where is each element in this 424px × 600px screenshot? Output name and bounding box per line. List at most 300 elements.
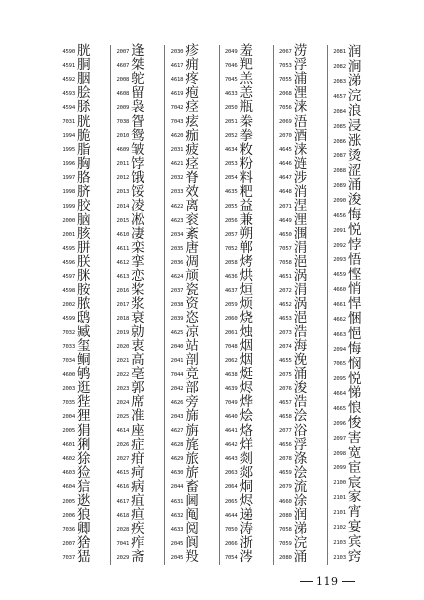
entry-characters: 涉 bbox=[293, 169, 307, 186]
entry-number: 2043 bbox=[170, 414, 184, 421]
entry-number: 7038 bbox=[116, 119, 130, 126]
entry-characters: 席 bbox=[131, 394, 145, 411]
entry-characters: 浸 bbox=[347, 117, 361, 134]
entry-number: 4639 bbox=[224, 386, 238, 393]
entry-number: 2019 bbox=[116, 329, 130, 336]
entry-characters: 涠 bbox=[293, 225, 307, 242]
entry-number: 2101 bbox=[333, 510, 346, 517]
entry-characters: 痉 bbox=[185, 155, 199, 172]
table-row bbox=[328, 327, 381, 342]
table-row bbox=[328, 535, 381, 550]
entry-characters: 羞 bbox=[239, 43, 253, 60]
entry-characters: 朔 bbox=[239, 225, 253, 242]
entry-characters: 悖 bbox=[347, 236, 361, 253]
entry-number: 4616 bbox=[116, 484, 130, 491]
entry-characters: 恋 bbox=[131, 268, 145, 285]
entry-characters: 悃 bbox=[347, 311, 361, 328]
entry-characters: 衰 bbox=[131, 310, 145, 327]
entry-number: 4633 bbox=[224, 91, 238, 98]
entry-number: 2065 bbox=[224, 498, 238, 505]
entry-characters: 涝 bbox=[293, 43, 307, 60]
entry-number: 2038 bbox=[170, 301, 184, 308]
entry-number: 2028 bbox=[116, 526, 130, 533]
entry-characters: 玺 bbox=[77, 338, 90, 355]
table-column bbox=[164, 45, 218, 565]
entry-characters: 涓 bbox=[293, 282, 307, 299]
entry-characters: 浬 bbox=[293, 211, 307, 228]
entry-number: 2044 bbox=[170, 484, 184, 491]
entry-characters: 浴 bbox=[293, 422, 307, 439]
entry-number: 4659 bbox=[333, 272, 346, 279]
entry-characters: 疹 bbox=[185, 43, 199, 60]
entry-number: 4665 bbox=[333, 406, 346, 413]
entry-number: 4657 bbox=[333, 94, 346, 100]
entry-number: 2029 bbox=[116, 554, 130, 561]
entry-characters: 羖 bbox=[185, 548, 199, 565]
entry-number: 4629 bbox=[170, 456, 184, 463]
entry-number: 2041 bbox=[170, 358, 184, 365]
entry-number: 2054 bbox=[224, 175, 238, 182]
entry-characters: 悒 bbox=[347, 326, 361, 342]
entry-characters: 浩 bbox=[293, 324, 307, 341]
entry-characters: 递 bbox=[239, 506, 253, 523]
entry-characters: 胭 bbox=[77, 71, 90, 88]
entry-number: 2016 bbox=[116, 287, 130, 294]
entry-number: 4658 bbox=[279, 414, 292, 421]
entry-characters: 害 bbox=[347, 430, 361, 447]
entry-characters: 浯 bbox=[293, 113, 307, 130]
entry-characters: 畜 bbox=[185, 478, 199, 495]
entry-number: 2004 bbox=[62, 414, 75, 421]
entry-number: 2040 bbox=[170, 344, 184, 350]
entry-number: 2058 bbox=[224, 259, 238, 266]
entry-number: 2050 bbox=[224, 105, 238, 112]
entry-characters: 宴 bbox=[347, 519, 361, 536]
entry-characters: 胼 bbox=[77, 239, 90, 256]
entry-characters: 家 bbox=[347, 489, 361, 506]
table-row bbox=[328, 238, 381, 253]
entry-number: 2088 bbox=[333, 168, 346, 175]
entry-number: 7033 bbox=[62, 344, 75, 350]
entry-characters: 涩 bbox=[347, 162, 361, 179]
entry-number: 4609 bbox=[116, 147, 130, 154]
entry-number: 2000 bbox=[62, 217, 75, 224]
entry-characters: 竞 bbox=[185, 366, 199, 383]
entry-characters: 脎 bbox=[77, 99, 90, 116]
entry-number: 4634 bbox=[224, 147, 238, 154]
entry-number: 2100 bbox=[333, 480, 346, 487]
entry-number: 1997 bbox=[62, 175, 75, 182]
entry-characters: 瓶 bbox=[239, 99, 253, 116]
entry-number: 4645 bbox=[279, 147, 292, 154]
entry-number: 2090 bbox=[333, 198, 346, 205]
entry-number: 4647 bbox=[279, 175, 292, 182]
entry-characters: 消 bbox=[293, 183, 307, 200]
entry-number: 2068 bbox=[279, 91, 292, 98]
entry-characters: 烟 bbox=[239, 338, 253, 355]
entry-number: 7034 bbox=[62, 358, 75, 365]
entry-number: 2057 bbox=[224, 231, 238, 238]
entry-number: 2086 bbox=[333, 138, 346, 145]
entry-number: 2009 bbox=[116, 105, 130, 112]
entry-number: 2037 bbox=[170, 287, 184, 294]
entry-number: 2099 bbox=[333, 465, 346, 472]
entry-characters: 皱 bbox=[131, 141, 145, 158]
entry-number: 2032 bbox=[170, 175, 184, 182]
entry-characters: 脒 bbox=[77, 268, 90, 285]
entry-characters: 眢 bbox=[131, 113, 145, 130]
entry-number: 2003 bbox=[62, 386, 75, 393]
table-row bbox=[328, 342, 381, 357]
entry-number: 2001 bbox=[62, 231, 75, 238]
entry-characters: 烘 bbox=[239, 268, 253, 285]
entry-characters: 悔 bbox=[347, 207, 361, 224]
entry-number: 2077 bbox=[279, 428, 292, 435]
entry-characters: 宸 bbox=[347, 474, 361, 491]
entry-number: 4636 bbox=[224, 273, 238, 280]
entry-characters: 浍 bbox=[293, 464, 307, 481]
entry-characters: 悔 bbox=[347, 340, 361, 357]
entry-characters: 浬 bbox=[293, 85, 307, 102]
entry-characters: 饽 bbox=[131, 155, 145, 172]
table-column bbox=[219, 45, 273, 565]
entry-characters: 涕 bbox=[293, 520, 307, 537]
entry-characters: 浍 bbox=[293, 408, 307, 425]
entry-characters: 鸱 bbox=[77, 310, 90, 327]
entry-number: 4604 bbox=[62, 484, 75, 491]
entry-number: 4622 bbox=[170, 203, 184, 210]
entry-characters: 唐 bbox=[185, 239, 199, 256]
entry-characters: 窍 bbox=[347, 548, 361, 565]
entry-characters: 涛 bbox=[239, 520, 253, 537]
table-row bbox=[220, 548, 273, 565]
entry-number: 2087 bbox=[333, 153, 346, 160]
entry-characters: 袅 bbox=[131, 99, 145, 116]
entry-number: 4607 bbox=[116, 63, 130, 70]
entry-characters: 脍 bbox=[77, 85, 90, 102]
entry-characters: 胱 bbox=[77, 43, 90, 60]
entry-characters: 资 bbox=[185, 296, 199, 313]
entry-number: 7058 bbox=[279, 526, 292, 533]
entry-characters: 胳 bbox=[77, 169, 90, 186]
entry-characters: 剖 bbox=[185, 352, 199, 369]
entry-characters: 料 bbox=[239, 169, 253, 186]
entry-number: 7055 bbox=[279, 77, 292, 84]
entry-characters: 症 bbox=[131, 436, 145, 453]
entry-number: 4602 bbox=[62, 456, 75, 463]
entry-characters: 栾 bbox=[131, 239, 145, 256]
entry-number: 2012 bbox=[116, 175, 130, 182]
entry-number: 2020 bbox=[116, 344, 130, 350]
table-row bbox=[328, 550, 381, 565]
entry-characters: 涤 bbox=[293, 450, 307, 467]
entry-characters: 猞 bbox=[77, 534, 90, 551]
entry-number: 7052 bbox=[224, 245, 238, 252]
entry-characters: 痂 bbox=[185, 127, 199, 144]
entry-number: 7035 bbox=[62, 400, 75, 407]
entry-number: 2093 bbox=[333, 257, 346, 264]
entry-characters: 烔 bbox=[239, 478, 253, 495]
table-row bbox=[328, 149, 381, 164]
table-row bbox=[328, 223, 381, 238]
entry-number: 2017 bbox=[116, 301, 130, 308]
entry-characters: 涓 bbox=[293, 239, 307, 256]
table-row bbox=[328, 446, 381, 461]
entry-characters: 高 bbox=[131, 352, 145, 369]
entry-number: 2015 bbox=[116, 217, 130, 224]
entry-number: 2007 bbox=[116, 49, 130, 56]
entry-number: 7058 bbox=[279, 259, 292, 266]
entry-characters: 脓 bbox=[77, 296, 90, 313]
entry-number: 7065 bbox=[333, 361, 346, 368]
entry-number: 7032 bbox=[62, 329, 75, 336]
entry-characters: 馁 bbox=[131, 183, 145, 200]
entry-number: 2083 bbox=[333, 79, 346, 86]
entry-characters: 脊 bbox=[185, 169, 199, 186]
entry-characters: 涡 bbox=[293, 296, 307, 313]
entry-characters: 浼 bbox=[293, 352, 307, 369]
entry-characters: 脆 bbox=[77, 127, 90, 144]
entry-characters: 胶 bbox=[77, 197, 90, 214]
entry-number: 2035 bbox=[170, 245, 184, 252]
entry-characters: 痈 bbox=[185, 57, 199, 74]
entry-characters: 紊 bbox=[185, 225, 199, 242]
entry-number: 4638 bbox=[224, 372, 238, 379]
page-number: 119 bbox=[316, 575, 339, 588]
entry-number: 4628 bbox=[170, 442, 184, 449]
table-column bbox=[57, 45, 110, 565]
entry-characters: 涨 bbox=[347, 132, 361, 149]
entry-number: 7053 bbox=[279, 63, 292, 70]
entry-number: 2011 bbox=[116, 161, 130, 168]
entry-characters: 烛 bbox=[239, 324, 253, 341]
entry-characters: 痃 bbox=[185, 113, 199, 130]
entry-number: 2060 bbox=[224, 315, 238, 322]
entry-characters: 旁 bbox=[185, 394, 199, 411]
table-row bbox=[328, 45, 381, 60]
entry-number: 4641 bbox=[224, 428, 238, 435]
entry-characters: 烬 bbox=[239, 492, 253, 509]
table-row bbox=[328, 253, 381, 268]
entry-characters: 浚 bbox=[293, 380, 307, 397]
entry-characters: 烙 bbox=[239, 422, 253, 439]
entry-number: 2063 bbox=[224, 470, 238, 477]
entry-characters: 病 bbox=[131, 478, 145, 495]
entry-number: 4640 bbox=[224, 414, 238, 421]
entry-characters: 郭 bbox=[131, 380, 145, 397]
entry-characters: 旄 bbox=[185, 436, 199, 453]
entry-number: 4594 bbox=[62, 105, 75, 112]
entry-number: 2079 bbox=[279, 484, 292, 491]
entry-characters: 涅 bbox=[293, 197, 307, 214]
entry-characters: 猃 bbox=[77, 464, 90, 481]
entry-number: 2096 bbox=[333, 420, 346, 427]
entry-characters: 悭 bbox=[347, 266, 361, 283]
entry-number: 4613 bbox=[116, 273, 130, 280]
entry-number: 7042 bbox=[170, 105, 184, 112]
entry-characters: 挛 bbox=[131, 253, 145, 270]
entry-number: 4635 bbox=[224, 189, 238, 196]
entry-number: 4642 bbox=[224, 442, 238, 449]
entry-number: 4631 bbox=[170, 498, 184, 505]
entry-number: 2049 bbox=[224, 49, 238, 56]
entry-number: 4652 bbox=[279, 301, 292, 308]
entry-characters: 浥 bbox=[293, 310, 307, 327]
entry-number: 2051 bbox=[224, 119, 238, 126]
entry-characters: 宦 bbox=[347, 459, 361, 476]
entry-number: 7041 bbox=[116, 540, 130, 547]
entry-number: 2078 bbox=[279, 456, 292, 463]
entry-number: 2010 bbox=[116, 133, 130, 140]
entry-characters: 留 bbox=[131, 85, 145, 102]
entry-number: 2070 bbox=[279, 133, 292, 140]
entry-number: 2026 bbox=[116, 442, 130, 449]
entry-characters: 海 bbox=[293, 338, 307, 355]
entry-characters: 浩 bbox=[293, 394, 307, 411]
entry-characters: 涞 bbox=[293, 99, 307, 116]
entry-number: 2061 bbox=[224, 329, 238, 336]
entry-characters: 烧 bbox=[239, 310, 253, 327]
entry-characters: 润 bbox=[293, 506, 307, 523]
entry-characters: 旆 bbox=[185, 408, 199, 425]
character-table bbox=[57, 45, 381, 565]
entry-number: 4600 bbox=[62, 372, 75, 379]
entry-number: 4620 bbox=[170, 133, 184, 140]
entry-characters: 兼 bbox=[239, 211, 253, 228]
footer-dash-left bbox=[300, 581, 313, 582]
entry-number: 2045 bbox=[170, 540, 184, 547]
entry-number: 4644 bbox=[224, 512, 238, 519]
entry-characters: 烶 bbox=[239, 366, 253, 383]
entry-number: 7054 bbox=[224, 554, 238, 561]
entry-number: 4663 bbox=[333, 331, 346, 338]
table-row bbox=[328, 461, 381, 476]
entry-number: 4618 bbox=[170, 77, 184, 84]
entry-characters: 胸 bbox=[77, 155, 90, 172]
table-column bbox=[327, 45, 381, 565]
entry-characters: 郸 bbox=[239, 239, 253, 256]
entry-characters: 脑 bbox=[77, 211, 90, 228]
page-footer bbox=[300, 575, 355, 588]
entry-number: 4662 bbox=[333, 316, 346, 323]
entry-characters: 鲖 bbox=[77, 352, 90, 369]
entry-number: 7048 bbox=[224, 344, 238, 350]
entry-characters: 敉 bbox=[239, 141, 253, 158]
entry-characters: 逖 bbox=[77, 492, 90, 509]
entry-characters: 流 bbox=[293, 478, 307, 495]
entry-number: 2006 bbox=[62, 512, 75, 519]
entry-characters: 凄 bbox=[131, 225, 145, 242]
entry-characters: 悦 bbox=[347, 221, 361, 238]
entry-characters: 浣 bbox=[347, 88, 361, 105]
entry-characters: 狺 bbox=[77, 478, 90, 495]
entry-characters: 疲 bbox=[185, 141, 199, 158]
entry-characters: 恙 bbox=[239, 85, 253, 102]
entry-number: 2018 bbox=[116, 315, 130, 322]
entry-characters: 宵 bbox=[347, 504, 361, 521]
table-row bbox=[57, 548, 110, 565]
entry-number: 4643 bbox=[224, 456, 238, 463]
entry-characters: 效 bbox=[185, 183, 199, 200]
entry-number: 4593 bbox=[62, 91, 75, 98]
entry-number: 4601 bbox=[62, 442, 75, 449]
entry-characters: 烜 bbox=[239, 282, 253, 299]
table-column bbox=[273, 45, 327, 565]
entry-characters: 宽 bbox=[347, 444, 361, 461]
entry-characters: 宾 bbox=[347, 534, 361, 551]
entry-number: 2103 bbox=[333, 539, 346, 546]
entry-characters: 烩 bbox=[239, 408, 253, 425]
entry-number: 4660 bbox=[279, 498, 292, 505]
entry-characters: 鸲 bbox=[77, 366, 90, 383]
entry-characters: 旂 bbox=[185, 464, 199, 481]
entry-number: 7044 bbox=[170, 372, 184, 379]
entry-number: 2073 bbox=[279, 329, 292, 336]
entry-characters: 狷 bbox=[77, 422, 90, 439]
entry-number: 7046 bbox=[224, 63, 238, 70]
entry-number: 4614 bbox=[116, 428, 130, 435]
entry-characters: 胲 bbox=[77, 225, 90, 242]
entry-number: 4599 bbox=[62, 315, 75, 322]
entry-number: 7049 bbox=[224, 400, 238, 407]
entry-characters: 悢 bbox=[347, 400, 361, 417]
entry-number: 4655 bbox=[279, 358, 292, 365]
entry-number: 2005 bbox=[62, 498, 75, 505]
entry-characters: 粉 bbox=[239, 155, 253, 172]
entry-characters: 疴 bbox=[131, 464, 145, 481]
entry-characters: 烨 bbox=[239, 394, 253, 411]
entry-number: 4630 bbox=[170, 470, 184, 477]
entry-number: 4618 bbox=[116, 512, 130, 519]
entry-number: 7037 bbox=[62, 554, 75, 561]
entry-characters: 部 bbox=[185, 380, 199, 397]
entry-number: 1995 bbox=[62, 147, 75, 154]
entry-number: 4610 bbox=[116, 231, 130, 238]
entry-characters: 离 bbox=[185, 197, 199, 214]
entry-number: 7059 bbox=[279, 540, 292, 547]
entry-number: 2094 bbox=[333, 346, 346, 353]
entry-number: 2059 bbox=[224, 301, 238, 308]
entry-number: 7045 bbox=[224, 77, 238, 84]
entry-number: 4660 bbox=[333, 287, 346, 294]
entry-number: 2066 bbox=[224, 540, 238, 547]
entry-number: 4659 bbox=[279, 470, 292, 477]
entry-number: 4617 bbox=[116, 498, 130, 505]
entry-characters: 浚 bbox=[347, 192, 361, 209]
table-column bbox=[110, 45, 164, 565]
entry-number: 4615 bbox=[116, 470, 130, 477]
entry-characters: 凇 bbox=[131, 211, 145, 228]
entry-characters: 脂 bbox=[77, 141, 90, 158]
entry-characters: 浆 bbox=[131, 296, 145, 313]
entry-number: 7043 bbox=[170, 119, 184, 126]
entry-number: 7057 bbox=[279, 245, 292, 252]
entry-number: 4657 bbox=[279, 400, 292, 407]
entry-number: 7056 bbox=[279, 105, 292, 112]
entry-characters: 烫 bbox=[347, 147, 361, 164]
entry-characters: 烦 bbox=[239, 296, 253, 313]
entry-characters: 胺 bbox=[77, 282, 90, 299]
table-row bbox=[111, 548, 164, 565]
entry-number: 2064 bbox=[224, 484, 238, 491]
entry-number: 2062 bbox=[224, 358, 238, 365]
table-row bbox=[165, 548, 218, 565]
entry-number: 4651 bbox=[279, 273, 292, 280]
entry-characters: 准 bbox=[131, 408, 145, 425]
entry-number: 7031 bbox=[62, 119, 75, 126]
entry-number: 2092 bbox=[333, 242, 346, 249]
entry-number: 2027 bbox=[116, 456, 130, 463]
